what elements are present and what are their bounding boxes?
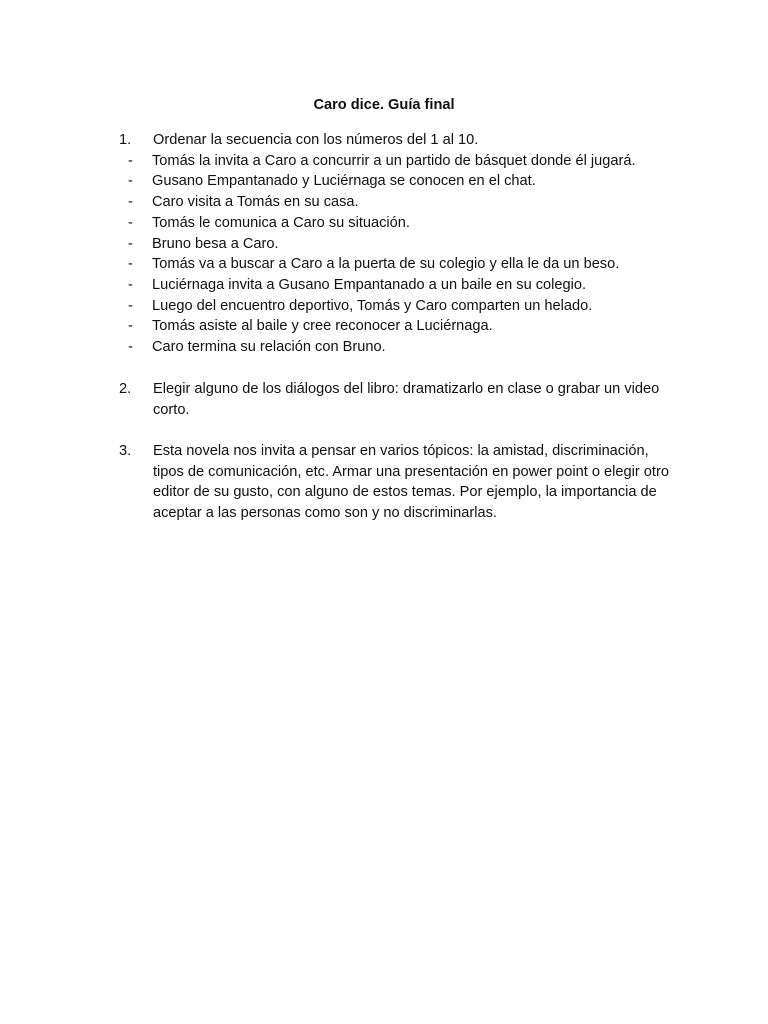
list-item — [118, 316, 678, 337]
list-item-text: Caro visita a Tomás en su casa. — [152, 194, 359, 211]
list-item — [118, 254, 678, 275]
bullet-dash: - — [128, 276, 133, 293]
list-item — [118, 192, 678, 213]
section-1-heading-row — [118, 130, 678, 151]
list-item — [118, 171, 678, 192]
list-item-text: Bruno besa a Caro. — [152, 235, 279, 252]
section-3-text: Esta novela nos invita a pensar en varios tópicos: la amistad, discriminación, tipos de comunicación, etc. Armar una presentación en power point o elegir otro editor de su gusto, con alguno de estos temas. Por ejemplo, la importancia de aceptar a las personas como son y no discriminarlas. — [153, 443, 669, 522]
section-3 — [118, 441, 678, 524]
list-item-text: Gusano Empantanado y Luciérnaga se conocen en el chat. — [152, 173, 536, 190]
bullet-dash: - — [128, 214, 133, 231]
list-item-text: Tomás va a buscar a Caro a la puerta de su colegio y ella le da un beso. — [152, 256, 620, 273]
section-3-row — [118, 441, 678, 524]
list-item-text: Tomás le comunica a Caro su situación. — [152, 214, 410, 231]
section-2-text: Elegir alguno de los diálogos del libro: dramatizarlo en clase o grabar un video corto. — [153, 381, 660, 418]
section-1 — [118, 130, 678, 358]
bullet-dash: - — [128, 339, 133, 356]
list-item-text: Tomás la invita a Caro a concurrir a un partido de básquet donde él jugará. — [152, 152, 636, 169]
bullet-dash: - — [128, 235, 133, 252]
list-item — [118, 275, 678, 296]
section-2 — [118, 379, 678, 420]
bullet-dash: - — [128, 152, 133, 169]
bullet-dash: - — [128, 297, 133, 314]
list-item-text: Caro termina su relación con Bruno. — [152, 339, 386, 356]
bullet-dash: - — [128, 194, 133, 211]
list-item-text: Luciérnaga invita a Gusano Empantanado a un baile en su colegio. — [152, 276, 587, 293]
section-1-number: 1. — [119, 132, 132, 148]
section-3-number: 3. — [119, 443, 132, 459]
list-item — [118, 234, 678, 255]
list-item — [118, 213, 678, 234]
section-2-number: 2. — [119, 381, 132, 397]
list-item — [118, 151, 678, 172]
section-2-row — [118, 379, 678, 420]
bullet-dash: - — [128, 173, 133, 190]
bullet-dash: - — [128, 318, 133, 335]
list-item — [118, 296, 678, 317]
list-item-text: Tomás asiste al baile y cree reconocer a Luciérnaga. — [152, 318, 493, 335]
bullet-dash: - — [128, 256, 133, 273]
section-1-heading: Ordenar la secuencia con los números del 1 al 10. — [153, 132, 479, 148]
list-item-text: Luego del encuentro deportivo, Tomás y Caro comparten un helado. — [152, 297, 593, 314]
list-item — [118, 337, 678, 358]
document-title: Caro dice. Guía final — [313, 97, 455, 113]
